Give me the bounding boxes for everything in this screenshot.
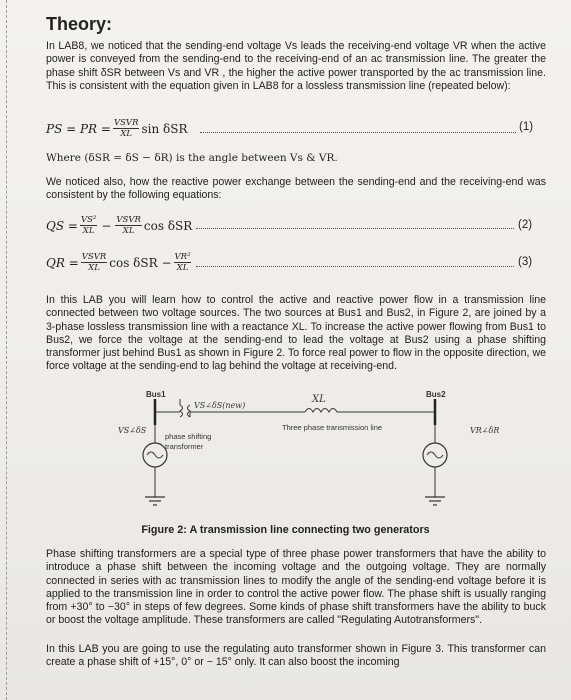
- eq1-lhs: PS = PR =: [46, 121, 111, 136]
- circuit-diagram: [100, 385, 490, 520]
- eq3-number: (3): [518, 256, 533, 268]
- eq3-num-1: VSVR: [81, 252, 107, 262]
- eq1-number: (1): [519, 121, 534, 133]
- equation-2: QS = $\frac{\text{VS²}}{XL}$ − $\frac{\text{VSVR}}{XL}$ cos δSR: [46, 215, 193, 236]
- equation-3: [46, 252, 193, 273]
- transmission-line-label: Three phase transmission line: [282, 423, 383, 432]
- reactive-paragraph: We noticed also, how the reactive power exchange between the sending-end and the receiving-end was consistent by the following equations:: [46, 176, 546, 202]
- eq2-num-2: VSVR: [116, 215, 141, 225]
- vr-label: VR∠δR: [470, 426, 500, 435]
- eq2-num-1: VS²: [80, 215, 97, 225]
- eq2-fraction-2: [115, 215, 142, 236]
- generator-1-sine: [147, 452, 163, 458]
- eq1-numerator: VSVR: [113, 118, 139, 128]
- vs-label: VS∠δS: [118, 426, 147, 435]
- eq1-denominator: XL: [120, 129, 133, 139]
- phase-shifting-transformer-symbol: [180, 399, 190, 417]
- eq2-den-2: XL: [122, 226, 135, 236]
- eq3-mid: cos δSR −: [109, 255, 172, 270]
- figure-caption: Figure 2: A transmission line connecting two generators: [141, 524, 430, 536]
- eq3-leader-dots: [196, 266, 514, 267]
- eq3-den-2: XL: [176, 263, 189, 273]
- eq3-fraction-2: [174, 252, 192, 273]
- eq2-den-1: XL: [82, 226, 95, 236]
- eq1-leader-dots: [200, 132, 516, 133]
- eq2-lhs: QS =: [46, 218, 78, 233]
- eq2-leader-dots: [196, 228, 514, 229]
- eq1-tail: sin δSR: [141, 121, 188, 136]
- eq1-fraction: [113, 118, 140, 139]
- bus2-label: Bus2: [426, 390, 446, 399]
- eq2-fraction-1: [80, 215, 97, 236]
- eq2-number: (2): [518, 219, 533, 231]
- equation-1: [46, 118, 188, 139]
- section-title: Theory:: [46, 14, 113, 34]
- intro-paragraph: In LAB8, we noticed that the sending-end voltage Vs leads the receiving-end voltage VR when the active power is conveyed from the sending-end to the receiving-end of an ac transmission line. The greater the phase shift δSR between Vs and VR , the higher the active power transported by the ac transmission line. This is consistent with the equation given in LAB8 for a lossless transmission line (repeated below):: [46, 40, 546, 92]
- xl-label: XL: [312, 394, 326, 405]
- eq3-den-1: XL: [88, 263, 100, 273]
- reactance-inductor: [305, 409, 337, 413]
- pst-paragraph: Phase shifting transformers are a special type of three phase power transformers that have the ability to introduce a phase shift between the incoming voltage and the outgoing voltage. They are normally connected in series with ac transmission lines to modify the angle of the sending-end voltage before it is applied to the transmission line in order to control the active power flow. The phase shift is usually ranging from +30° to −30° in steps of few degrees. Some kinds of phase shift transformers have the ability to buck or boost the voltage amplitude. These transformers are called "Regulating Autotransformers".: [46, 548, 546, 627]
- bus1-label: Bus1: [146, 390, 166, 399]
- margin-guide: [6, 0, 7, 700]
- eq3-lhs: QR =: [46, 255, 79, 270]
- lab-paragraph: In this LAB you will learn how to control the active and reactive power flow in a transmission line connected between two voltage sources. The two sources at Bus1 and Bus2, in Figure 2, are joined by a 3-phase lossless transmission line with a reactance XL. To increase the active power flowing from Bus1 to Bus2, we force the voltage at the sending-end to lead the voltage at Bus2 using a phase shifting transformer just behind Bus1 as shown in Figure 2. To force real power to flow in the opposite direction, we force voltage at the sending-end to lag behind the voltage at receiving-end.: [46, 294, 546, 373]
- vs-new-label: VS∠δS(new): [194, 401, 246, 410]
- eq3-num-2: VR²: [174, 252, 191, 262]
- eq3-fraction-1: [81, 252, 108, 273]
- where-line: Where (δSR = δS − δR) is the angle between Vs & VR.: [46, 152, 338, 164]
- generator-2-sine: [427, 452, 443, 458]
- eq2-tail: cos δSR: [143, 218, 193, 233]
- transformer-label: phase shifting transformer: [165, 432, 212, 451]
- final-paragraph: In this LAB you are going to use the regulating auto transformer shown in Figure 3. This transformer can create a phase shift of +15°, 0° or − 15° only. It can also boost the incoming: [46, 643, 546, 669]
